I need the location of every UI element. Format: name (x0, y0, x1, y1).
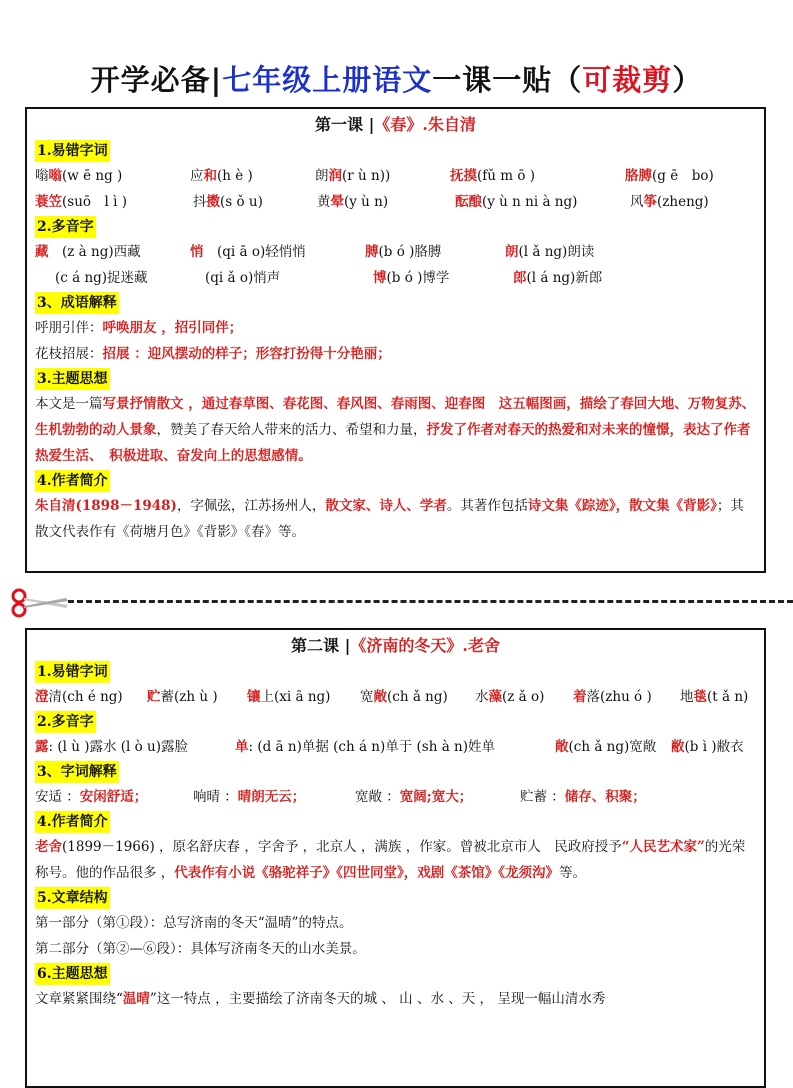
polyphone-item: 敝(b ì )敝衣 (671, 739, 744, 755)
definition-item: 贮蓄 ：储存、积聚； (520, 789, 646, 805)
idiom-row: 花枝招展：招展 ：迎风摆动的样子；形容打扮得十分艳丽； (35, 346, 391, 362)
word-item: 镶上(xi ā ng) (247, 689, 331, 705)
word-item: 抖擞(s ǒ u) (193, 194, 263, 210)
scissors-icon (8, 588, 88, 618)
definition-item: 响晴 ：晴朗无云； (193, 789, 306, 805)
polyphone-item: 单: (d ā n)单据 (ch á n)单于 (sh à n)姓单 (235, 739, 496, 755)
section-heading: 1.易错字词 (35, 140, 110, 162)
polyphone-item: 藏 (z à ng)西藏 (35, 244, 141, 260)
polyphone-item: 朗(l ǎ ng)朗读 (505, 244, 595, 260)
word-item: 水藻(z ǎ o) (475, 689, 545, 705)
word-item: 宽敞(ch ǎ ng) (360, 689, 448, 705)
word-item: 地毯(t ǎ n) (680, 689, 749, 705)
word-item: 酝酿(y ù n ni à ng) (455, 194, 578, 210)
word-item: 应和(h è ) (190, 168, 253, 184)
section-heading: 4.作者简介 (35, 811, 110, 833)
word-item: 蓑笠(suō l ì ) (35, 194, 128, 210)
word-item: 贮蓄(zh ù ) (147, 689, 218, 705)
word-item: 嗡嗡(w ē ng ) (35, 168, 123, 184)
section-heading: 4.作者简介 (35, 470, 110, 492)
word-row (35, 189, 756, 215)
polyphone-item: (qi ǎ o)悄声 (205, 270, 281, 286)
theme-paragraph: 文章紧紧围绕“温晴”这一特点 ，主要描绘了济南冬天的城 、 山 、水 、天 ， 呈现一幅山清水秀 (35, 991, 606, 1007)
title-highlight-red: 可裁剪 (582, 63, 673, 97)
title-part: ） (672, 63, 703, 97)
author-paragraph: 老舍(1899－1966) ，原名舒庆春 ，字舍予 ，北京人 ，满族 ，作家。曾被北京市人 民政府授予“人民艺术家”的光荣称号。他的作品很多 ，代表作有小说《骆驼祥子》《四世同堂》，戏剧《茶馆》《龙须沟》等。 (35, 839, 746, 881)
word-item: 朗润(r ù n)) (315, 168, 391, 184)
lesson-title (35, 634, 756, 658)
polyphone-item: 敞(ch ǎ ng)宽敞 (555, 739, 657, 755)
lesson-name: 《济南的冬天》.老舍 (350, 636, 500, 655)
section-heading: 3、字词解释 (35, 761, 119, 783)
section-heading: 1.易错字词 (35, 661, 110, 683)
definition-item: 安适 ：安闲舒适； (35, 789, 148, 805)
definition-item: 宽敞 ：宽阔;宽大； (355, 789, 473, 805)
lesson-number: 第一课 | (315, 115, 375, 134)
title-part: 一课一贴（ (432, 63, 583, 97)
lesson-card-1 (25, 107, 766, 573)
structure-line: 第二部分（第②—⑥段）：具体写济南冬天的山水美景。 (35, 941, 366, 957)
theme-paragraph: 本文是一篇写景抒情散文 ，通过春草图、春花图、春风图、春雨图、迎春图 这五幅图画，描绘了春回大地、万物复苏、生机勃勃的动人景象，赞美了春天给人带来的活力、希望和力量，抒发了作者对春天的热爱和对未来的憧憬，表达了作者热爱生活、 积极进取、奋发向上的思想感情。 (35, 396, 756, 464)
word-row (35, 163, 756, 189)
polyphone-row (35, 734, 756, 760)
polyphone-item: 博(b ó )博学 (373, 270, 450, 286)
title-highlight-blue: 七年级上册语文 (222, 63, 433, 97)
word-item: 着落(zhu ó ) (573, 689, 652, 705)
lesson-card-2 (25, 628, 766, 1088)
idiom-row: 呼朋引伴：呼唤朋友 ，招引同伴； (35, 320, 243, 336)
section-heading: 6.主题思想 (35, 963, 110, 985)
definition-row (35, 784, 756, 810)
polyphone-item: 露: (l ù )露水 (l ò u)露脸 (35, 739, 189, 755)
page-title (0, 58, 793, 99)
section-heading: 2.多音字 (35, 216, 96, 238)
section-heading: 2.多音字 (35, 711, 96, 733)
word-item: 黄晕(y ù n) (317, 194, 389, 210)
cut-line (8, 588, 793, 618)
polyphone-row (35, 239, 756, 265)
lesson-title (35, 113, 756, 137)
word-item: 胳膊(g ē bo) (625, 168, 714, 184)
word-item: 抚摸(fǔ m ō ) (450, 168, 536, 184)
word-item: 澄清(ch é ng) (35, 689, 123, 705)
polyphone-item: 郎(l á ng)新郎 (513, 270, 603, 286)
word-row (35, 684, 756, 710)
author-paragraph: 朱自清(1898－1948)，字佩弦，江苏扬州人，散文家、诗人、学者。其著作包括诗文集《踪迹》，散文集《背影》；其散文代表作有《荷塘月色》《背影》《春》等。 (35, 498, 744, 540)
section-heading: 5.文章结构 (35, 887, 110, 909)
polyphone-item: 悄 (qi ā o)轻悄悄 (190, 244, 306, 260)
polyphone-row (35, 265, 756, 291)
polyphone-item: 膊(b ó )胳膊 (365, 244, 442, 260)
polyphone-item: (c á ng)捉迷藏 (55, 270, 148, 286)
word-item: 风筝(zheng) (630, 194, 709, 210)
title-part: 开学必备| (90, 63, 223, 97)
section-heading: 3、成语解释 (35, 292, 119, 314)
section-heading: 3.主题思想 (35, 368, 110, 390)
structure-line: 第一部分（第①段）：总写济南的冬天“温晴”的特点。 (35, 915, 353, 931)
lesson-number: 第二课 | (291, 636, 351, 655)
lesson-name: 《春》.朱自清 (374, 115, 476, 134)
